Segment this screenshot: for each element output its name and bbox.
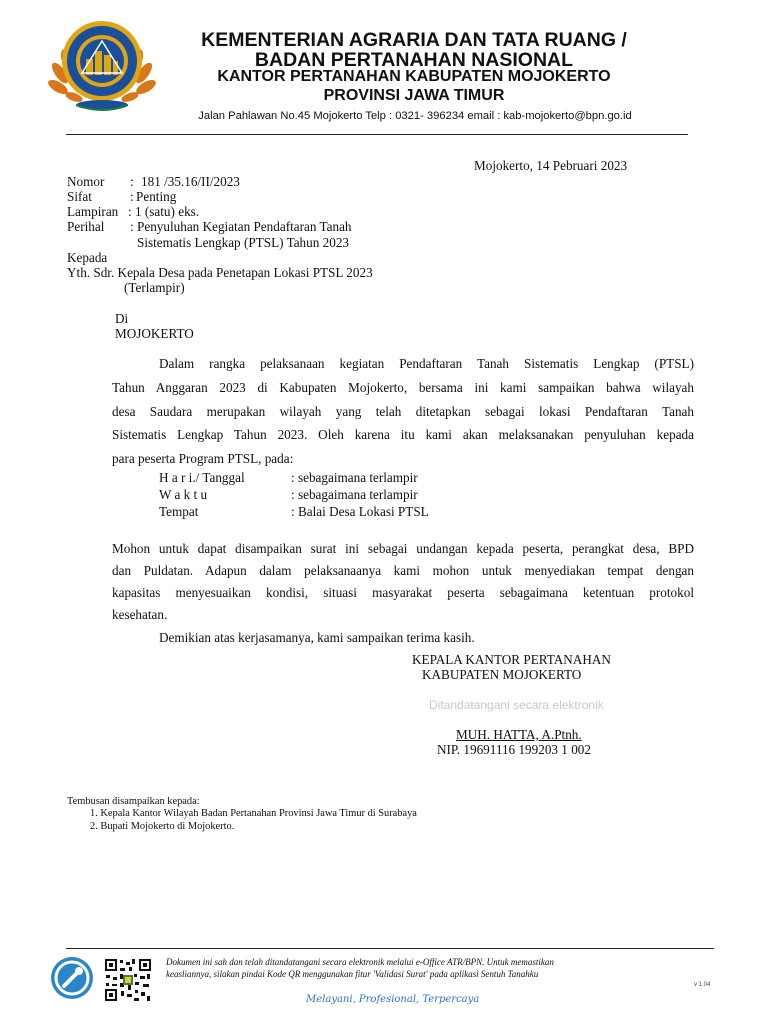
schedule-label-time: W a k t u: [159, 487, 208, 502]
qr-code: [104, 958, 152, 1002]
para1-line: para peserta Program PTSL, pada:: [112, 451, 294, 466]
para2-line: Mohon untuk dapat disampaikan surat ini sebagai undangan kepada peserta, perangkat desa, BPD: [112, 541, 694, 556]
schedule-label-date: H a r i./ Tanggal: [159, 470, 245, 485]
signatory-name: MUH. HATTA, A.Ptnh.: [456, 727, 582, 742]
footer-validation-note-line1: Dokumen ini sah dan telah ditandatangani secara elektronik melalui e-Office ATR/BPN. Untuk memastikan: [166, 957, 554, 967]
recipient-terlampir: (Terlampir): [124, 280, 185, 295]
meta-perihal-sep: :: [130, 219, 134, 234]
meta-lampiran-label: Lampiran: [67, 204, 119, 219]
para1-line: Sistematis Lengkap Tahun 2023. Oleh karena itu kami akan melaksanakan penyuluhan kepada: [112, 427, 694, 442]
footer-divider: [66, 948, 714, 949]
meta-perihal-label: Perihal: [67, 219, 105, 234]
para1-line: Dalam rangka pelaksanaan kegiatan Pendaftaran Tanah Sistematis Lengkap (PTSL): [159, 356, 694, 371]
bpn-logo: [48, 11, 156, 115]
recipient-city: MOJOKERTO: [115, 326, 194, 341]
office-title-line2: PROVINSI JAWA TIMUR: [323, 87, 505, 104]
meta-nomor-value: 181 /35.16/II/2023: [141, 174, 240, 189]
office-address: Jalan Pahlawan No.45 Mojokerto Telp : 0321- 396234 email : kab-mojokerto@bpn.go.id: [198, 110, 632, 122]
signature-title-line2: KABUPATEN MOJOKERTO: [422, 667, 582, 682]
tembusan-item: 1. Kepala Kantor Wilayah Badan Pertanahan Provinsi Jawa Timur di Surabaya: [90, 808, 417, 819]
ministry-title-line1: KEMENTERIAN AGRARIA DAN TATA RUANG /: [201, 29, 627, 51]
meta-nomor-label: Nomor: [67, 174, 105, 189]
para1-line: desa Saudara merupakan wilayah yang telah ditetapkan sebagai lokasi Pendaftaran Tanah: [112, 404, 694, 419]
meta-lampiran-value: 1 (satu) eks.: [135, 204, 200, 219]
recipient-di: Di: [115, 311, 129, 326]
recipient-kepada: Kepada: [67, 250, 108, 265]
meta-lampiran-sep: :: [128, 204, 132, 219]
schedule-value-date: : sebagaimana terlampir: [291, 470, 418, 485]
closing-sentence: Demikian atas kerjasamanya, kami sampaikan terima kasih.: [159, 630, 475, 645]
para2-line: dan Puldatan. Adapun dalam pelaksanaanya kami mohon untuk menyediakan tempat dengan: [112, 563, 694, 578]
footer-validation-note-line2: keasliannya, silakan pindai Kode QR menggunakan fitur 'Validasi Surat' pada aplikasi Sentuh Tanahku: [166, 969, 539, 979]
meta-sifat-value: Penting: [136, 189, 177, 204]
schedule-value-time: : sebagaimana terlampir: [291, 487, 418, 502]
ministry-title-line2: BADAN PERTANAHAN NASIONAL: [254, 49, 574, 71]
letter-date: Mojokerto, 14 Pebruari 2023: [474, 158, 628, 173]
meta-nomor-sep: :: [130, 174, 134, 189]
para2-line: kesehatan.: [112, 607, 168, 622]
signatory-nip: NIP. 19691116 199203 1 002: [437, 742, 591, 757]
tembusan-item: 2. Bupati Mojokerto di Mojokerto.: [90, 821, 235, 832]
recipient-yth: Yth. Sdr. Kepala Desa pada Penetapan Lokasi PTSL 2023: [67, 265, 373, 280]
schedule-label-place: Tempat: [159, 504, 199, 519]
office-title-line1: KANTOR PERTANAHAN KABUPATEN MOJOKERTO: [217, 68, 611, 85]
sentuh-tanahku-app-icon: [50, 956, 94, 1000]
meta-perihal-continued: Sistematis Lengkap (PTSL) Tahun 2023: [137, 235, 350, 250]
schedule-value-place: : Balai Desa Lokasi PTSL: [291, 504, 429, 519]
header-divider: [66, 134, 688, 135]
footer-motto: Melayani, Profesional, Terpercaya: [306, 994, 480, 1005]
signature-title-line1: KEPALA KANTOR PERTANAHAN: [412, 652, 611, 667]
tembusan-title: Tembusan disampaikan kepada:: [67, 796, 200, 807]
para1-line: Tahun Anggaran 2023 di Kabupaten Mojokerto, bersama ini kami sampaikan bahwa wilayah: [112, 380, 694, 395]
meta-perihal-value: Penyuluhan Kegiatan Pendaftaran Tanah: [137, 219, 352, 234]
meta-sifat-sep: :: [130, 189, 134, 204]
para2-line: kapasitas menyesuaikan kondisi, situasi masyarakat peserta sebagaimana ketentuan protokol: [112, 585, 694, 600]
version-label: v 1.04: [694, 982, 711, 988]
esign-note: Ditandatangani secara elektronik: [429, 698, 604, 712]
meta-sifat-label: Sifat: [67, 189, 92, 204]
